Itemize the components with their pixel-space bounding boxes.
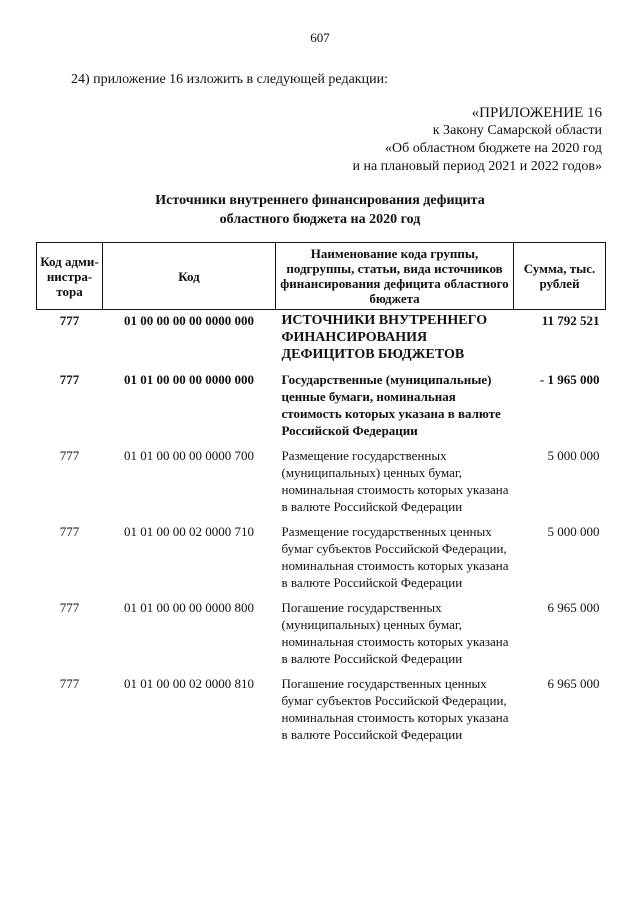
cell-code: 01 01 00 00 02 0000 810 — [124, 676, 254, 691]
appendix-line-1: «ПРИЛОЖЕНИЕ 16 — [471, 105, 602, 121]
cell-sum: 11 792 521 — [541, 313, 600, 328]
table-title — [0, 191, 640, 229]
cell-name: Погашение государственных ценных бумаг субъектов Российской Федерации, номинальная стоимость которых указана в валюте Российской Федерации — [281, 676, 509, 742]
cell-sum: 6 965 000 — [547, 676, 600, 691]
table-row — [37, 310, 606, 372]
cell-name: Размещение государственных ценных бумаг субъектов Российской Федерации, номинальная стоимость которых указана в валюте Российской Федерации — [281, 524, 509, 590]
table-header-row — [37, 243, 606, 310]
cell-code: 01 01 00 00 02 0000 710 — [124, 524, 254, 539]
cell-admin: 777 — [59, 313, 80, 328]
header-admin-code: Код адми-нистра-тора — [37, 243, 103, 310]
cell-sum: - 1 965 000 — [539, 372, 600, 387]
cell-admin: 777 — [59, 600, 80, 615]
table-row — [37, 675, 606, 751]
appendix-line-4: и на плановый период 2021 и 2022 годов» — [352, 159, 602, 174]
header-sum: Сумма, тыс. рублей — [514, 243, 606, 310]
cell-code: 01 01 00 00 00 0000 000 — [124, 372, 254, 387]
cell-sum: 5 000 000 — [547, 524, 600, 539]
header-name: Наименование кода группы, подгруппы, статьи, вида источников финансирования дефицита областного бюджета — [276, 243, 514, 310]
cell-admin: 777 — [59, 676, 80, 691]
cell-admin: 777 — [59, 372, 80, 387]
table-row — [37, 371, 606, 447]
page-number: 607 — [310, 30, 330, 45]
cell-code: 01 00 00 00 00 0000 000 — [124, 313, 254, 328]
table-row — [37, 523, 606, 599]
appendix-line-3: «Об областном бюджете на 2020 год — [385, 141, 602, 156]
cell-name: Государственные (муниципальные) ценные бумаги, номинальная стоимость которых указана в валюте Российской Федерации — [281, 372, 501, 438]
table-title-line-2: областного бюджета на 2020 год — [219, 212, 421, 227]
cell-code: 01 01 00 00 00 0000 700 — [124, 448, 254, 463]
table-row — [37, 447, 606, 523]
cell-admin: 777 — [59, 448, 80, 463]
cell-admin: 777 — [59, 524, 80, 539]
appendix-header — [262, 104, 602, 176]
cell-name: Размещение государственных (муниципальных) ценных бумаг, номинальная стоимость которых указана в валюте Российской Федерации — [281, 448, 509, 514]
appendix-line-2: к Закону Самарской области — [432, 123, 602, 138]
table-title-line-1: Источники внутреннего финансирования дефицита — [155, 193, 485, 208]
header-code: Код — [103, 243, 276, 310]
intro-text: 24) приложение 16 изложить в следующей редакции: — [71, 72, 388, 87]
cell-sum: 5 000 000 — [547, 448, 600, 463]
cell-code: 01 01 00 00 00 0000 800 — [124, 600, 254, 615]
financing-table — [36, 242, 606, 751]
table-row — [37, 599, 606, 675]
cell-name: ИСТОЧНИКИ ВНУТРЕННЕГО ФИНАНСИРОВАНИЯ ДЕФИЦИТОВ БЮДЖЕТОВ — [281, 313, 488, 362]
cell-name: Погашение государственных (муниципальных) ценных бумаг, номинальная стоимость которых указана в валюте Российской Федерации — [281, 600, 509, 666]
cell-sum: 6 965 000 — [547, 600, 600, 615]
